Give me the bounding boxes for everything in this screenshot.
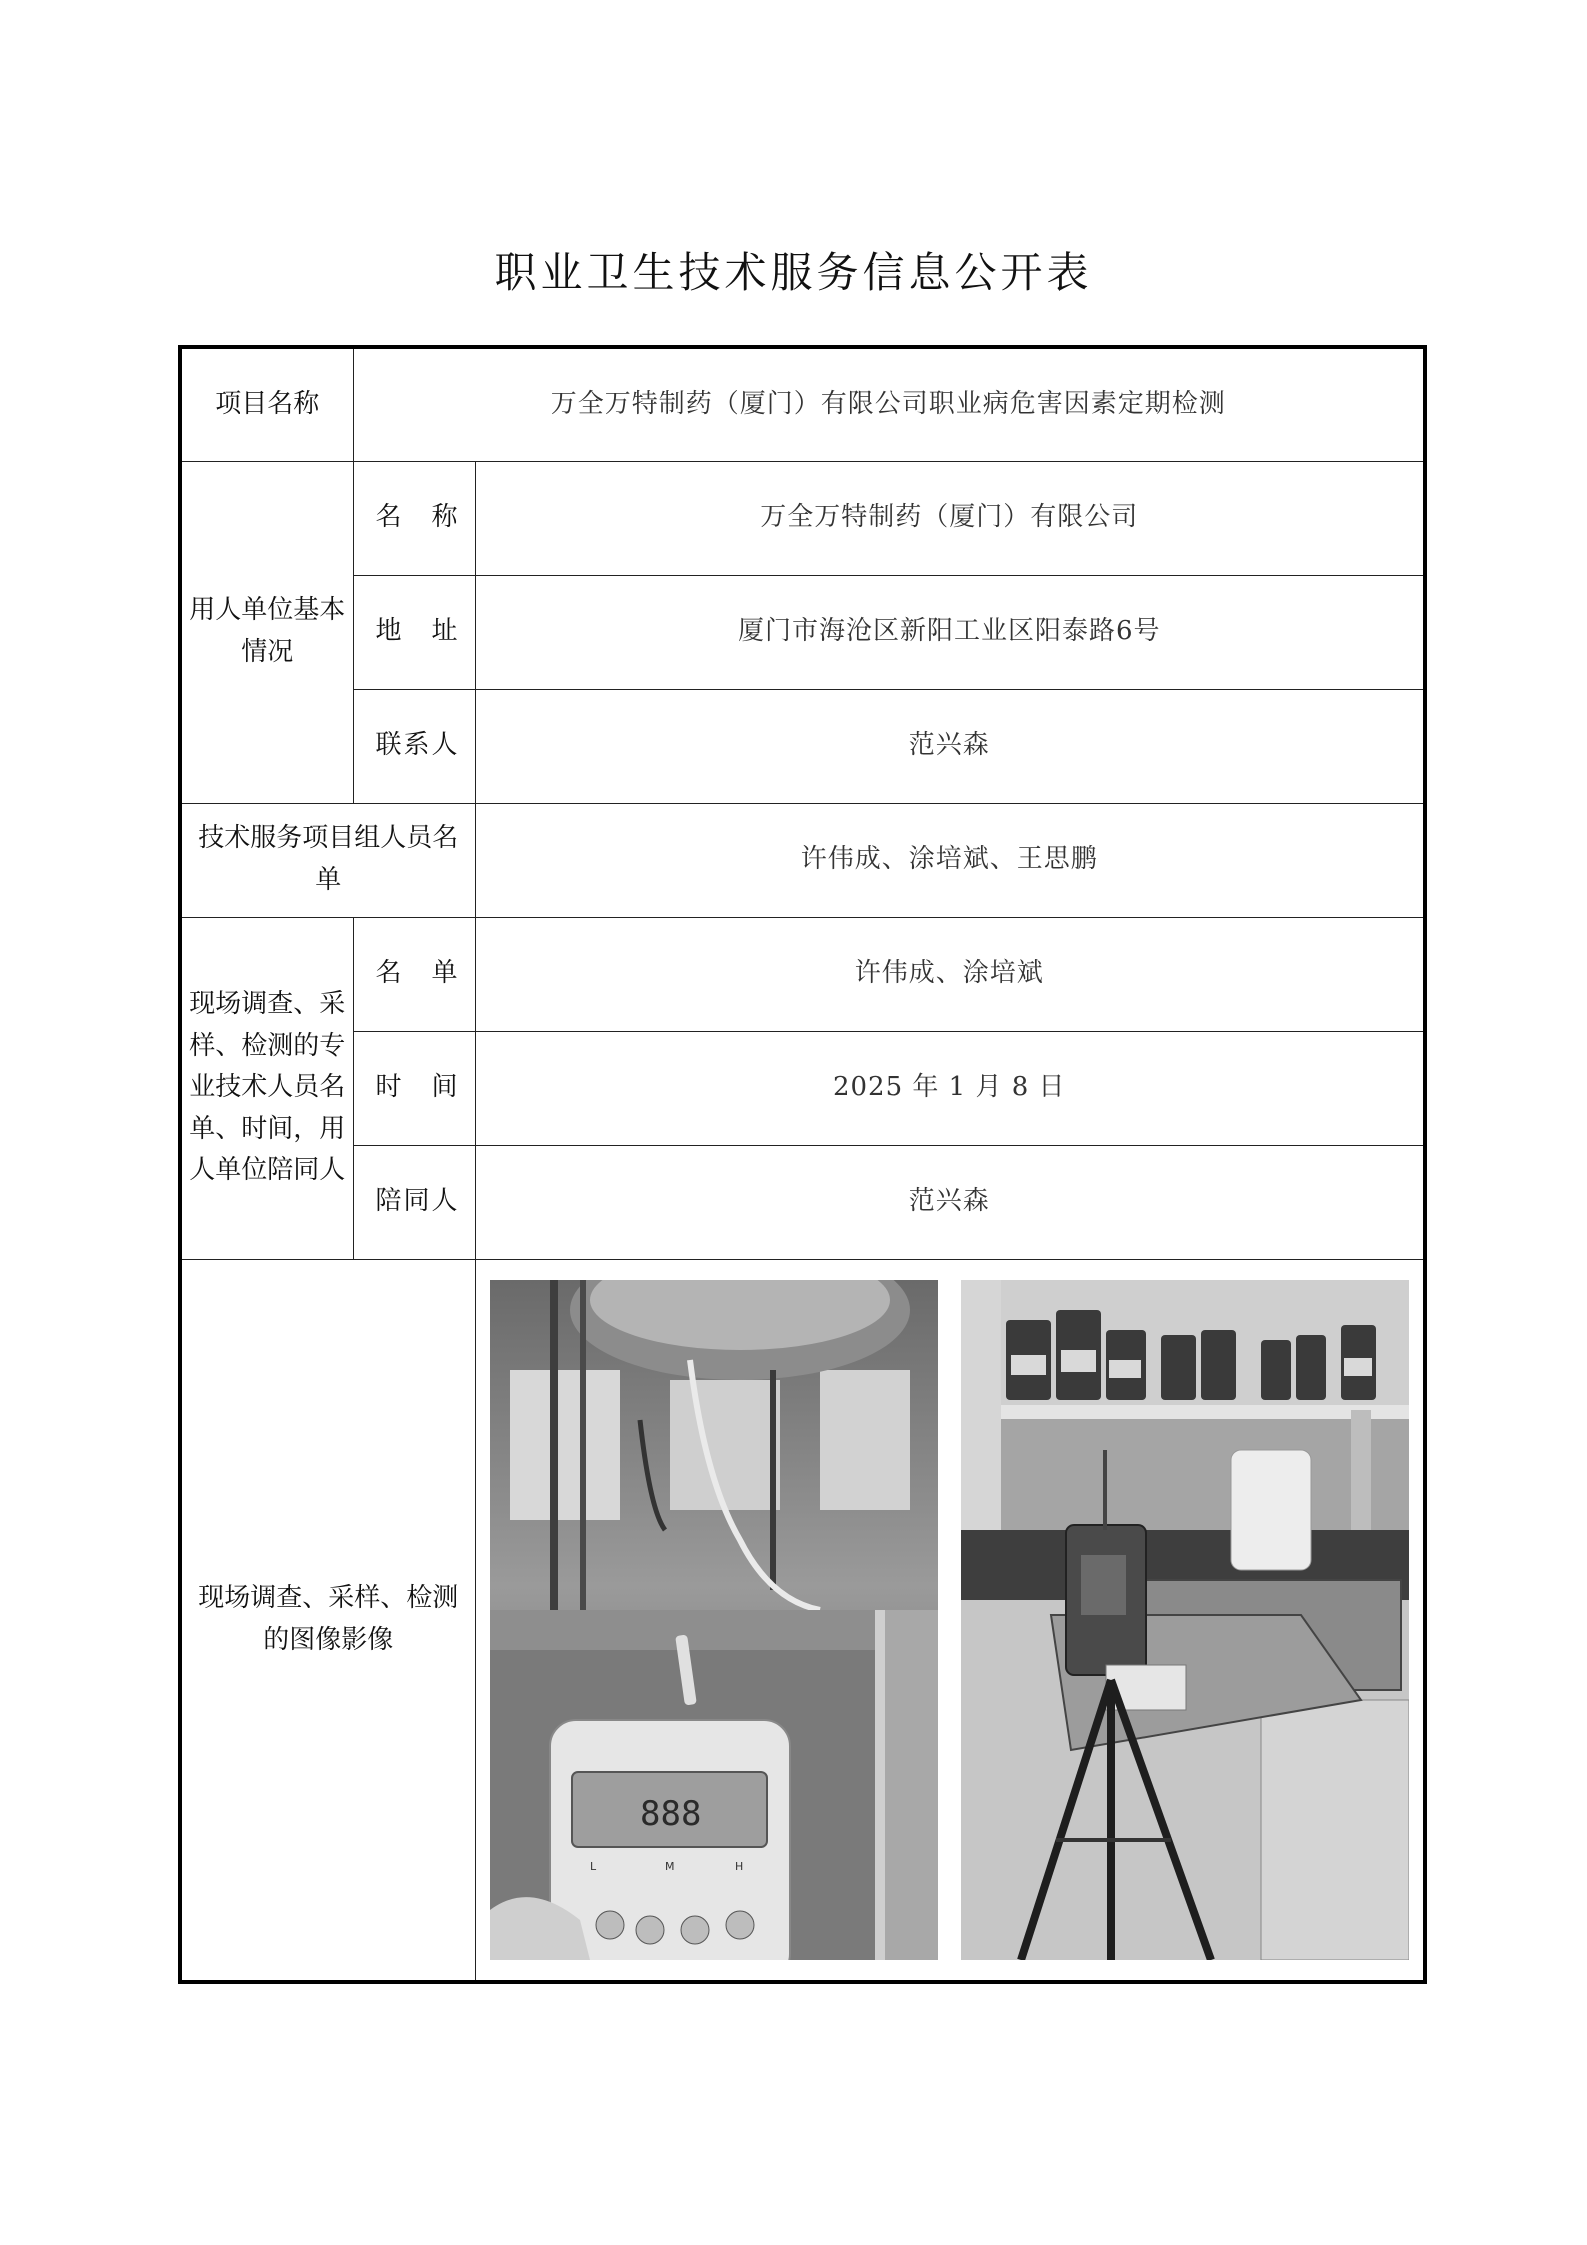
field-names-value: 许伟成、涂培斌 [475, 917, 1425, 1031]
info-table [178, 345, 1427, 1984]
field-time-value: 2025 年 1 月 8 日 [475, 1031, 1425, 1145]
images-cell [475, 1259, 1425, 1982]
employer-contact-label: 联系人 [353, 689, 475, 803]
employer-label: 用人单位基本情况 [180, 461, 353, 803]
employer-contact-value: 范兴森 [475, 689, 1425, 803]
field-escort-label: 陪同人 [353, 1145, 475, 1259]
team-label: 技术服务项目组人员名单 [180, 803, 475, 917]
field-names-label: 名 单 [353, 917, 475, 1031]
project-value: 万全万特制药（厦门）有限公司职业病危害因素定期检测 [353, 347, 1425, 461]
employer-name-label: 名 称 [353, 461, 475, 575]
meter-range-h: H [734, 1859, 743, 1873]
employer-address-value: 厦门市海沧区新阳工业区阳泰路6号 [475, 575, 1425, 689]
document-title: 职业卫生技术服务信息公开表 [494, 248, 1093, 297]
field-time-label: 时 间 [353, 1031, 475, 1145]
photo-sound-level-meter [490, 1280, 938, 1960]
project-label: 项目名称 [180, 347, 353, 461]
team-value: 许伟成、涂培斌、王思鹏 [475, 803, 1425, 917]
employer-address-label: 地 址 [353, 575, 475, 689]
meter-reading: 888 [639, 1793, 701, 1834]
meter-range-l: L [589, 1859, 596, 1873]
field-escort-value: 范兴森 [475, 1145, 1425, 1259]
meter-range-m: M [664, 1859, 674, 1873]
images-label: 现场调查、采样、检测的图像影像 [180, 1259, 475, 1982]
photo-sampler-tripod [961, 1280, 1409, 1960]
field-label: 现场调查、采样、检测的专业技术人员名单、时间，用人单位陪同人 [180, 917, 353, 1259]
employer-name-value: 万全万特制药（厦门）有限公司 [475, 461, 1425, 575]
